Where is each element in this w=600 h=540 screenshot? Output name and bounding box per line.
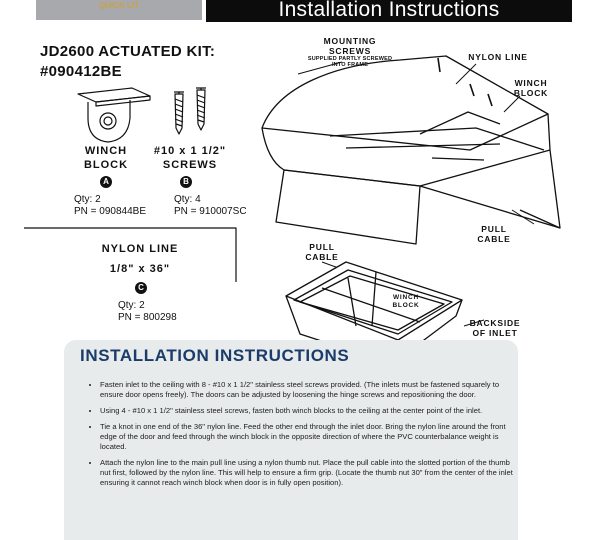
nylon-line-diagram-label: NYLON LINE — [468, 52, 528, 62]
screw-icon-right — [196, 88, 206, 130]
page-title: Installation Instructions — [206, 0, 572, 22]
winch-block-icon — [78, 88, 150, 142]
winch-block-diagram-label: WINCH BLOCK — [513, 78, 549, 98]
instructions-heading: INSTALLATION INSTRUCTIONS — [80, 346, 350, 365]
part-c-name-2: 1/8" x 36" — [109, 263, 171, 275]
logo-text: QUICK LIT — [99, 1, 139, 10]
instruction-step-1: • Fasten inlet to the ceiling with 8 - #10 x 1 1/2" stainless steel screws provided. (The inlets must be fastened squarely to ensure door opens freely). The doors can be adjusted by loosening the hinge screws and repositioning the door. — [100, 380, 518, 400]
part-a-name-1: WINCH — [84, 145, 128, 157]
part-b-name-2: SCREWS — [162, 159, 218, 171]
mounting-screws-label: MOUNTING SCREWS — [323, 36, 377, 56]
part-a-pn: PN = 090844BE — [74, 206, 146, 217]
part-c-name-1: NYLON LINE — [101, 243, 179, 255]
backside-inlet-label: BACKSIDE OF INLET — [469, 318, 521, 338]
mounting-screws-note: SUPPLIED PARTLY SCREWED INTO FRAME — [307, 56, 393, 68]
screws-label — [148, 144, 232, 172]
instructions-list — [90, 380, 518, 494]
part-b-name-1: #10 x 1 1/2" — [153, 145, 227, 157]
pull-cable-left-label: PULL CABLE — [305, 242, 339, 262]
part-b-badge: B — [180, 176, 192, 188]
pull-cable-right-label: PULL CABLE — [477, 224, 511, 244]
kit-name: JD2600 ACTUATED KIT: — [40, 43, 216, 60]
instruction-step-3: • Tie a knot in one end of the 36" nylon line. Feed the other end through the inlet door. Bring the nylon line around the front edge of the door and feed through the winch block in the opposite direction of where the PVC counterbalance weight is located. — [100, 422, 518, 452]
instructions-panel — [64, 340, 518, 540]
part-a-name-2: BLOCK — [83, 159, 129, 171]
screw-icon-left — [174, 92, 184, 134]
instruction-step-4: • Attach the nylon line to the main pull line using a nylon thumb nut. Place the pull cable into the slotted portion of the thumb nut first, followed by the nylon line. This will help to ensure a firm grip. (Locate the thumb nut 30" from the center of the inlet ensuring it cannot reach winch block when door is in fully open position). — [100, 458, 518, 488]
winch-block-label — [70, 144, 142, 172]
part-b-qty: Qty: 4 — [174, 194, 201, 205]
instruction-step-2: • Using 4 - #10 x 1 1/2" stainless steel screws, fasten both winch blocks to the ceiling at the center point of the inlet. — [100, 406, 518, 416]
part-c-badge: C — [135, 282, 147, 294]
part-a-badge: A — [100, 176, 112, 188]
winch-block-small-label: WINCH BLOCK — [392, 294, 420, 309]
part-c-qty: Qty: 2 — [118, 300, 145, 311]
part-a-qty: Qty: 2 — [74, 194, 101, 205]
part-c-pn: PN = 800298 — [118, 312, 177, 323]
part-b-pn: PN = 910007SC — [174, 206, 247, 217]
kit-number: #090412BE — [40, 63, 122, 80]
nylon-line-label — [92, 242, 188, 276]
